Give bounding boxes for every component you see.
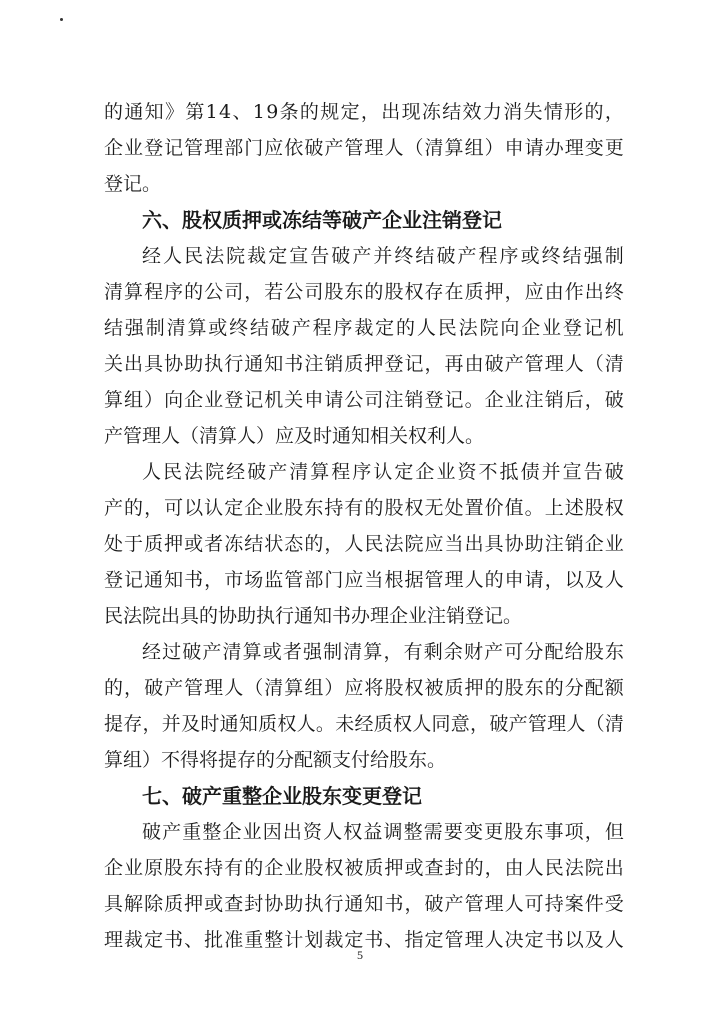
text-line: 算组）不得将提存的分配额支付给股东。	[104, 749, 447, 771]
paragraph	[104, 238, 624, 454]
paragraph	[104, 454, 624, 634]
section-heading: 七、破产重整企业股东变更登记	[142, 784, 422, 808]
text-line: 理 裁 定 书 、 批 准 重 整 计 划 裁 定 书 、 指 定 管 理 人 决 定 书 以 及 人	[104, 929, 624, 951]
text-line: 企 业 登 记 管 理 部 门 应 依 破 产 管 理 人 （ 清 算 组 ） 申 请 办 理 变 更	[104, 137, 624, 159]
text-line: 民法院出具的协助执行通知书办理企业注销登记。	[104, 605, 523, 627]
text-line: 具 解 除 质 押 或 查 封 协 助 执 行 通 知 书 ， 破 产 管 理 人 可 持 案 件 受	[104, 893, 624, 915]
text-line: 关 出 具 协 助 执 行 通 知 书 注 销 质 押 登 记 ， 再 由 破 产 管 理 人 （ 清	[104, 353, 624, 375]
text-line: 人 民 法 院 经 破 产 清 算 程 序 认 定 企 业 资 不 抵 债 并 宣 告 破	[142, 461, 624, 483]
page-number: 5	[357, 948, 363, 962]
scan-speck	[60, 18, 63, 21]
text-line: 提 存 ， 并 及 时 通 知 质 权 人 。 未 经 质 权 人 同 意 ， 破 产 管 理 人 （ 清	[104, 713, 624, 735]
text-line: 结 强 制 清 算 或 终 结 破 产 程 序 裁 定 的 人 民 法 院 向 企 业 登 记 机	[104, 317, 624, 339]
document-body	[104, 94, 624, 958]
paragraph	[104, 814, 624, 958]
paragraph	[104, 634, 624, 778]
text-line: 清 算 程 序 的 公 司 ， 若 公 司 股 东 的 股 权 存 在 质 押 ， 应 由 作 出 终	[104, 281, 624, 303]
text-line: 产管理人（清算人）应及时通知相关权利人。	[104, 425, 485, 447]
text-line: 登 记 通 知 书 ， 市 场 监 管 部 门 应 当 根 据 管 理 人 的 申 请 ， 以 及 人	[104, 569, 624, 591]
text-line: 登记。	[104, 173, 162, 195]
text-line: 企 业 原 股 东 持 有 的 企 业 股 权 被 质 押 或 查 封 的 ， 由 人 民 法 院 出	[104, 857, 624, 879]
text-line: 破 产 重 整 企 业 因 出 资 人 权 益 调 整 需 要 变 更 股 东 事 项 ， 但	[142, 821, 624, 843]
text-line: 经 人 民 法 院 裁 定 宣 告 破 产 并 终 结 破 产 程 序 或 终 结 强 制	[142, 245, 624, 267]
paragraph	[104, 94, 624, 202]
text-line: 的 通 知 》 第 1 4 、 1 9 条 的 规 定 ， 出 现 冻 结 效 力 消 失 情 形 的 ，	[104, 101, 624, 123]
text-line: 的 ， 破 产 管 理 人 （ 清 算 组 ） 应 将 股 权 被 质 押 的 股 东 的 分 配 额	[104, 677, 624, 699]
text-line: 产 的 ， 可 以 认 定 企 业 股 东 持 有 的 股 权 无 处 置 价 值 。 上 述 股 权	[104, 497, 624, 519]
section-heading: 六、股权质押或冻结等破产企业注销登记	[142, 208, 502, 232]
text-line: 经 过 破 产 清 算 或 者 强 制 清 算 ， 有 剩 余 财 产 可 分 配 给 股 东	[142, 641, 624, 663]
text-line: 算 组 ） 向 企 业 登 记 机 关 申 请 公 司 注 销 登 记 。 企 业 注 销 后 ， 破	[104, 389, 624, 411]
text-line: 处 于 质 押 或 者 冻 结 状 态 的 ， 人 民 法 院 应 当 出 具 协 助 注 销 企 业	[104, 533, 624, 555]
